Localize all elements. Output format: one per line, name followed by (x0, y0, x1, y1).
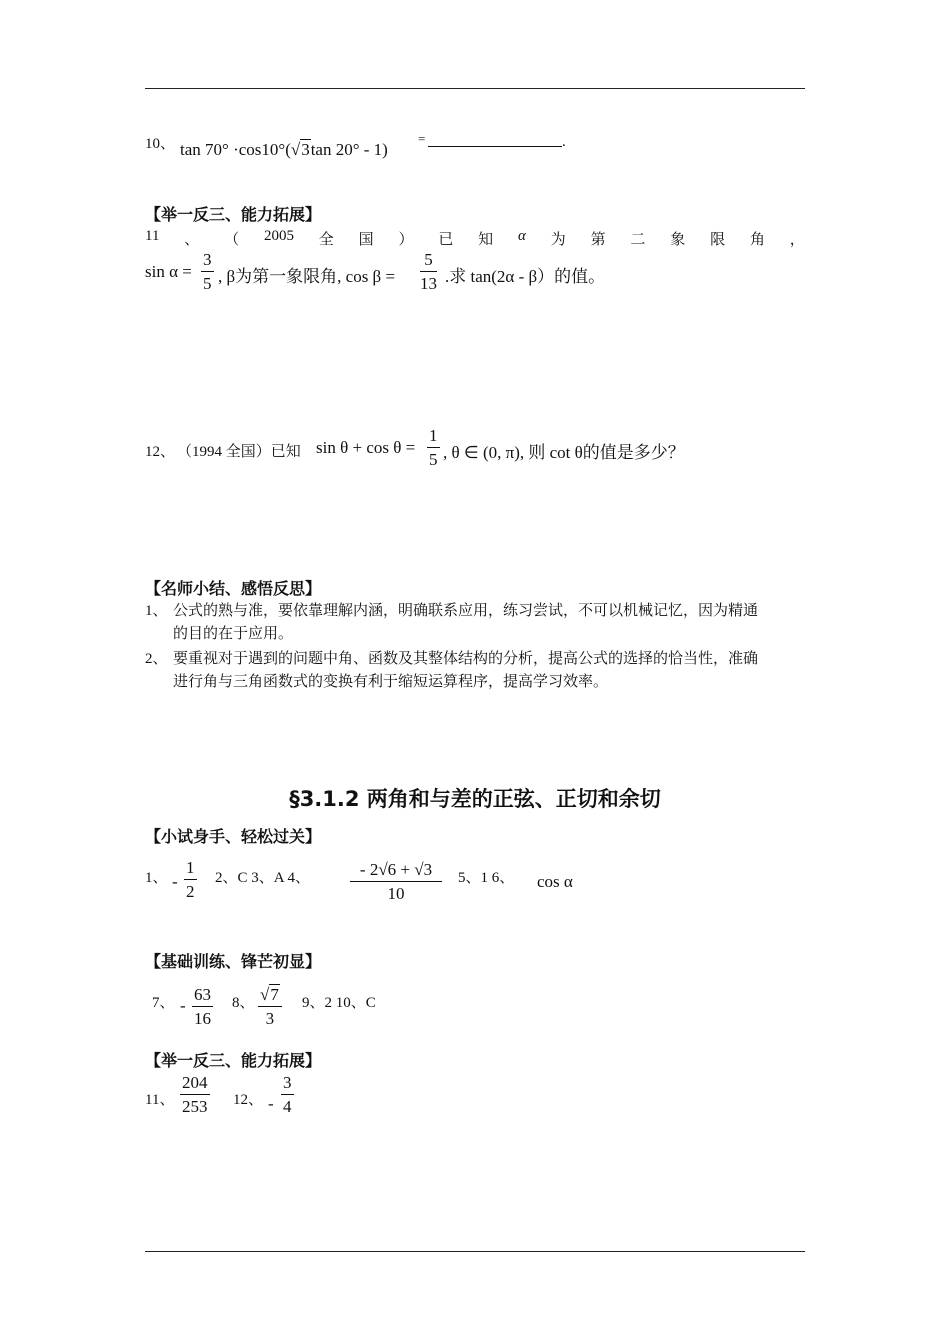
section-heading-summary: 【名师小结、感悟反思】 (145, 579, 322, 598)
q12-number: 12、 (145, 444, 176, 460)
q11-sin: sin α = (145, 262, 192, 281)
bottom-rule (145, 1251, 805, 1252)
q12-fraction-1-5: $\frac{1}{5}$ (429, 426, 438, 469)
answers-2-4-labels: 2、C 3、A 4、 (215, 870, 311, 886)
answer-7-label: 7、 (152, 995, 175, 1011)
answer-11-label: 11、 (145, 1092, 175, 1108)
q10-equals: = (418, 131, 426, 146)
q12-prefix: （1994 全国）已知 (177, 444, 301, 460)
lesson-title: §3.1.2 两角和与差的正弦、正切和余切 (289, 787, 661, 811)
answer-11-fraction: $\frac{204}{253}$ (182, 1073, 208, 1116)
answer-7-fraction: $\frac{63}{16}$ (194, 985, 211, 1028)
answer-7-sign: - (180, 996, 186, 1015)
answer-8-label: 8、 (232, 995, 255, 1011)
summary-item-1: 1、 公式的熟与准，要依靠理解内涵，明确联系应用，练习尝试，不可以机械记忆，因为精通 的目的在于应用。 (145, 603, 759, 642)
answer-4-fraction: $\frac{- 2√6 + √3}{10}$ (350, 860, 442, 904)
answer-12-label: 12、 (233, 1092, 264, 1108)
answers-5-6-labels: 5、1 6、 (458, 870, 515, 886)
q11-fraction-3-5: $\frac{3}{5}$ (203, 250, 212, 293)
q11-line1: 11 、 （ 2005 全 国 ） 已 知 α 为 第 二 象 限 角 ， (145, 228, 805, 248)
answer-1-label: 1、 (145, 870, 168, 886)
answer-12-sign: - (268, 1094, 274, 1113)
section-heading-warmup: 【小试身手、轻松过关】 (145, 827, 322, 846)
q11-tail: .求 tan(2α - β）的值。 (445, 267, 606, 286)
section-heading-extension-answers: 【举一反三、能力拓展】 (145, 1051, 322, 1070)
answer-6-value: cos α (537, 872, 573, 891)
section-heading-extension: 【举一反三、能力拓展】 (145, 205, 322, 224)
q12-tail: , θ ∈ (0, π), 则 cot θ的值是多少？ (443, 443, 685, 462)
q10-period: . (562, 134, 566, 150)
answer-1-sign: - (172, 872, 178, 891)
q12-expression: sin θ + cos θ = (316, 438, 416, 457)
answer-12-fraction: $\frac{3}{4}$ (283, 1073, 292, 1116)
answer-8-fraction: $\frac{√7}{3}$ (258, 985, 282, 1029)
q11-middle: , β为第一象限角, cos β = (218, 267, 396, 286)
q10-number: 10、 (145, 136, 176, 152)
q10-expression: tan 70° ·cos10°(√3tan 20° - 1) (180, 140, 388, 159)
summary-item-2: 2、 要重视对于遇到的问题中角、函数及其整体结构的分析，提高公式的选择的恰当性，准确 进行角与三角函数式的变换有利于缩短运算程序，提高学习效率。 (145, 651, 759, 690)
q10-answer-blank (428, 146, 562, 147)
section-heading-basic-training: 【基础训练、锋芒初显】 (145, 952, 322, 971)
answers-9-10-labels: 9、2 10、C (302, 995, 376, 1011)
answer-1-fraction: $\frac{1}{2}$ (186, 858, 195, 901)
top-rule (145, 88, 805, 89)
q11-fraction-5-13: $\frac{5}{13}$ (420, 250, 437, 293)
